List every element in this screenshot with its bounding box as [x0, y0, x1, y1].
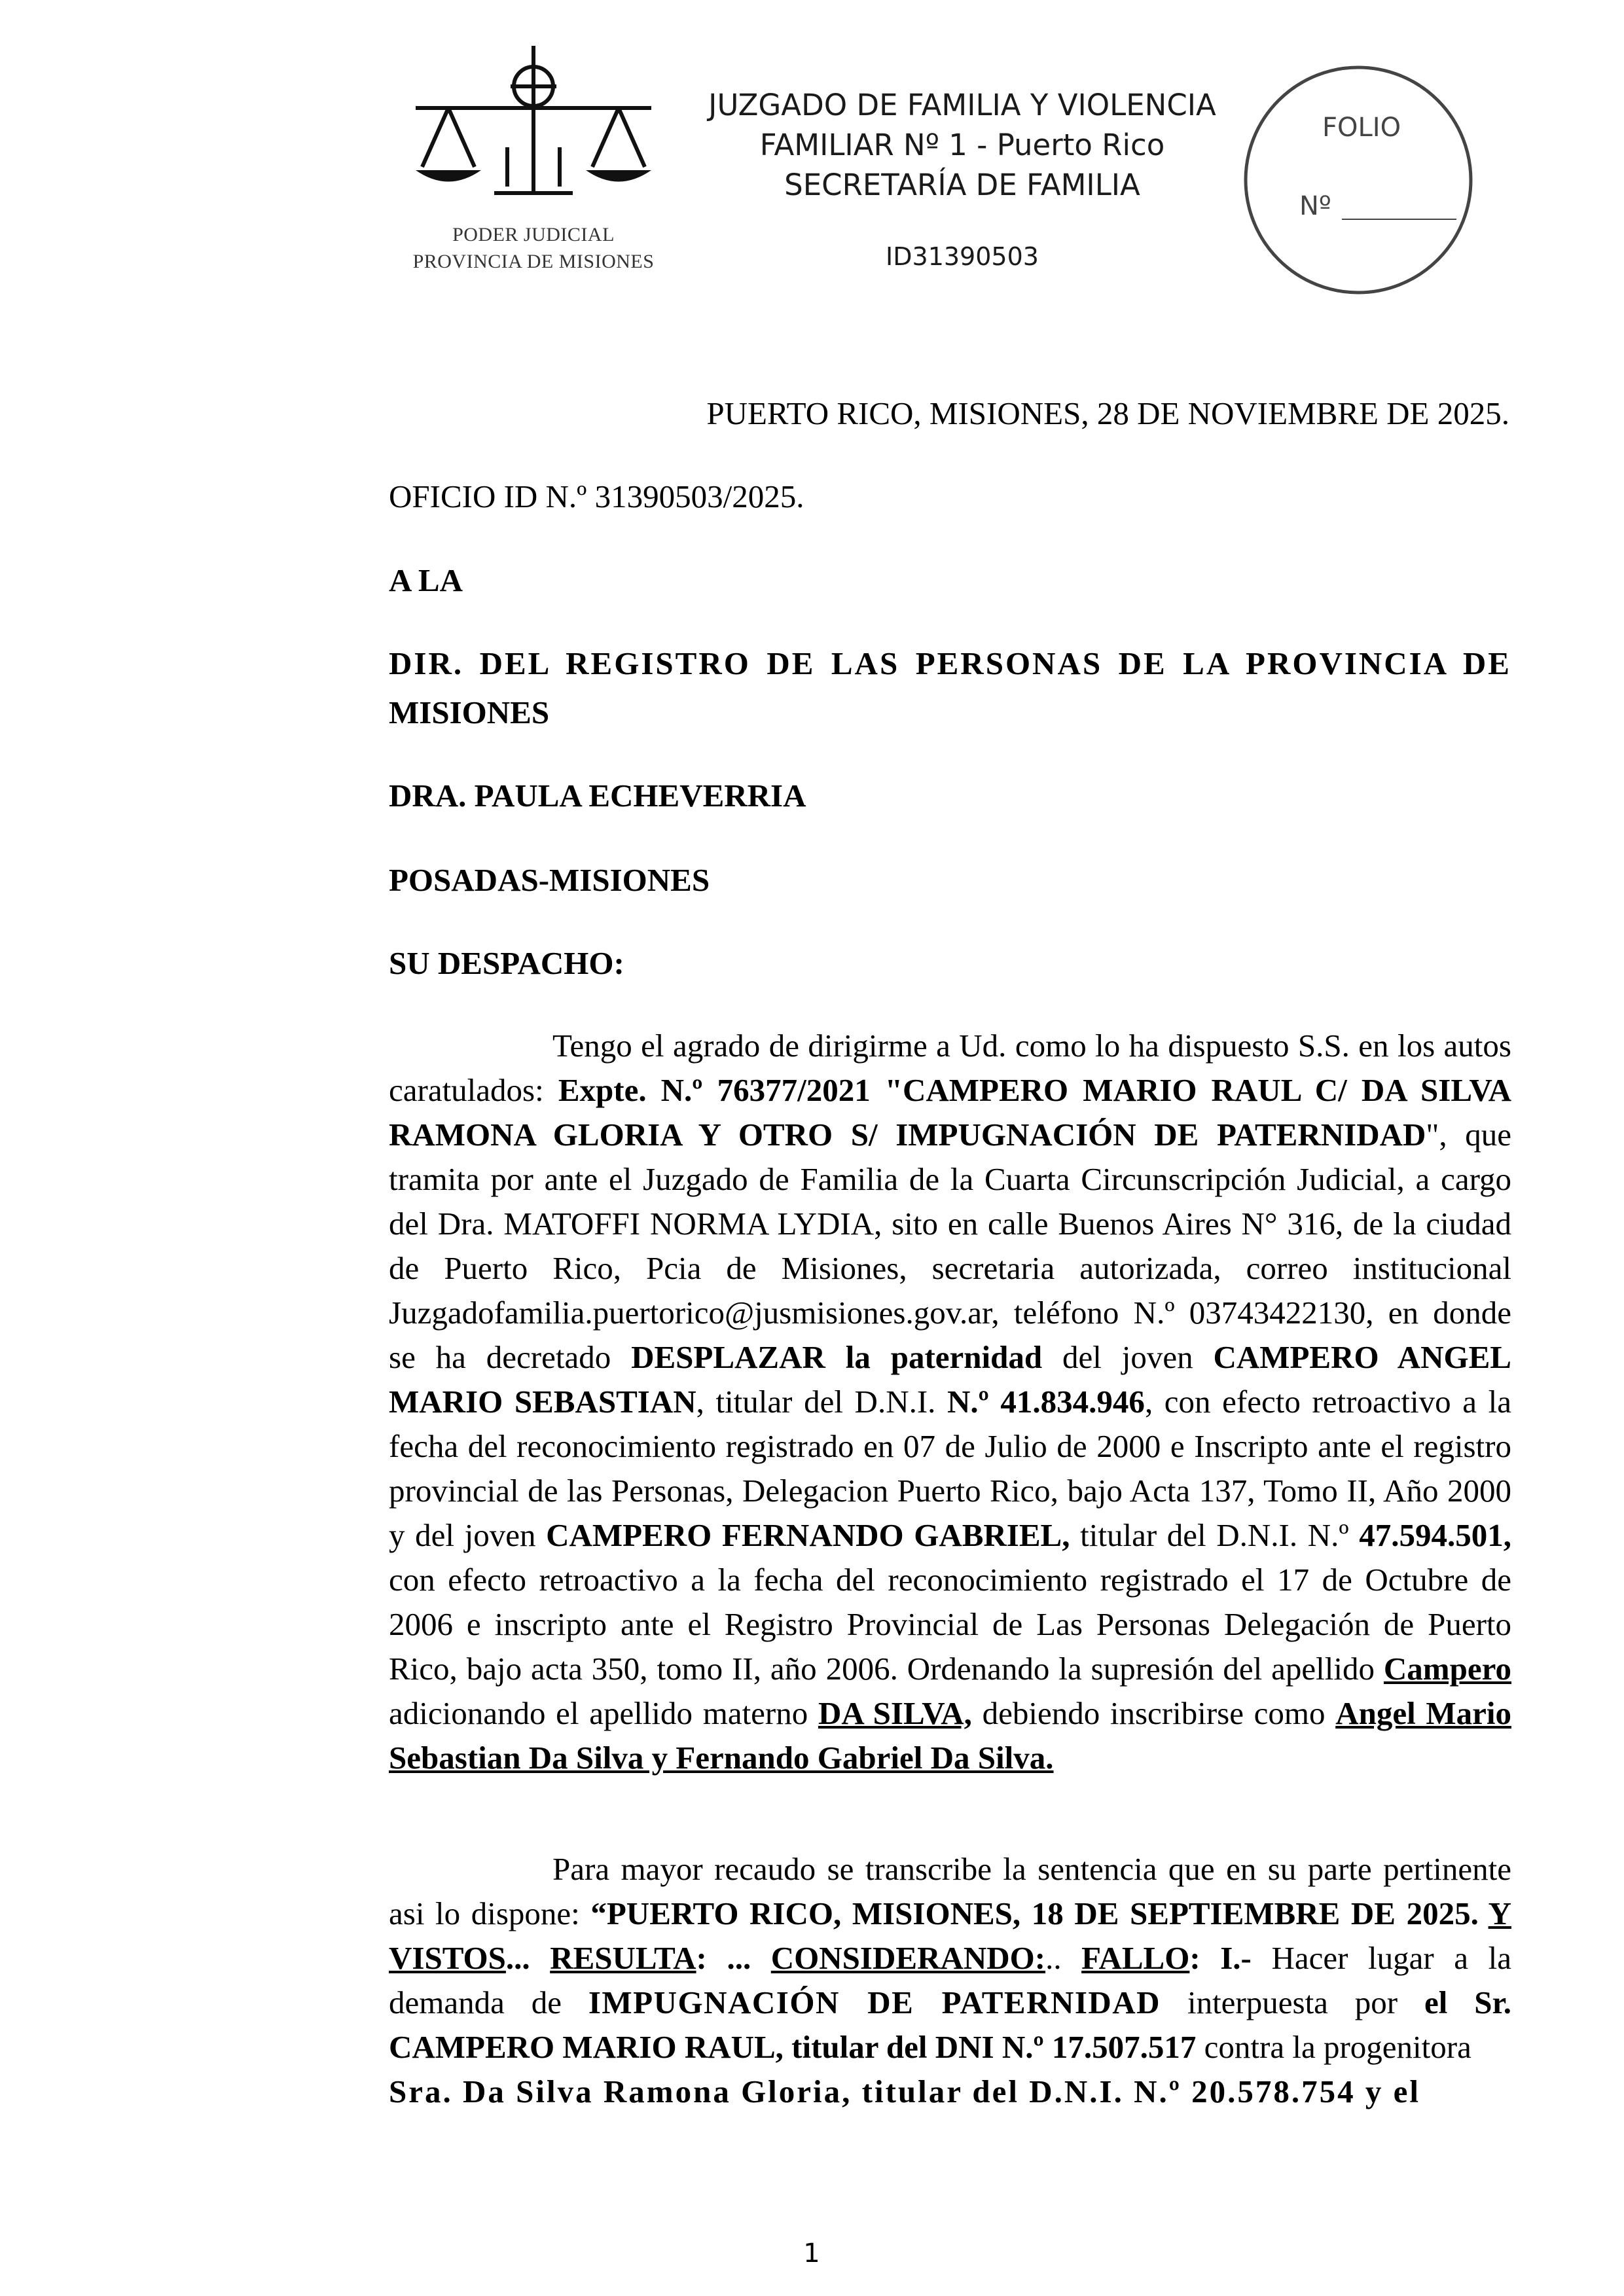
sentence-dots-3: ..: [1045, 1940, 1082, 1976]
p2-text-b: interpuesta por: [1161, 1984, 1424, 2020]
p1-text-a: ", que tramita por ante el Juzgado de Familia de la Cuarta Circunscripción Judicial, a cargo del Dra. MATOFFI NORMA LYDIA, sito en calle Buenos Aires N° 316, de la ciudad de Puerto Rico, Pcia de Misiones, secretaria autorizada, correo institucional Juzgadofamilia.puertorico@jusmisiones.gov.ar, teléfono N.º 03743422130, en donde se ha decretado: [389, 1117, 1511, 1375]
oficio-number: OFICIO ID N.º 31390503/2025.: [389, 478, 804, 514]
body-paragraph-1: [389, 1024, 1511, 1780]
removed-surname: Campero: [1383, 1651, 1511, 1687]
addressee-to: A LA: [389, 562, 463, 598]
folio-number-label: Nº: [1299, 191, 1331, 221]
p1-text-c: , titular del D.N.I.: [696, 1384, 948, 1420]
child-name-1: CAMPERO ANGEL MARIO SEBASTIAN: [389, 1339, 1511, 1420]
sentence-dots-2: : ...: [696, 1940, 771, 1976]
addressee-city: POSADAS-MISIONES: [389, 862, 710, 898]
child-dni-2: 47.594.501,: [1359, 1517, 1511, 1553]
sentence-dots-1: ...: [505, 1940, 550, 1976]
sentence-considerando: CONSIDERANDO:: [770, 1940, 1046, 1976]
child-dni-1: N.º 41.834.946: [947, 1384, 1145, 1420]
child-name-2: CAMPERO FERNANDO GABRIEL,: [546, 1517, 1070, 1553]
p1-text-b: del joven: [1042, 1339, 1214, 1375]
p1-text-g: adicionando el apellido materno: [389, 1695, 818, 1731]
body-paragraph-2: [389, 1847, 1511, 2114]
case-title: Expte. N.º 76377/2021 "CAMPERO MARIO RAUL C/ DA SILVA RAMONA GLORIA Y OTRO S/ IMPUGNACIÓN DE PATERNIDAD: [389, 1072, 1511, 1153]
folio-label: FOLIO: [1322, 113, 1401, 143]
sentence-y-vistos: Y VISTOS: [389, 1895, 1511, 1976]
addressee-name: DRA. PAULA ECHEVERRIA: [389, 778, 806, 814]
p2-text-a: Hacer lugar a la demanda de: [389, 1940, 1511, 2020]
sentence-fallo: FALLO: [1081, 1940, 1190, 1976]
addressee-directorate-line2: MISIONES: [389, 694, 550, 730]
maternal-surname: DA SILVA,: [818, 1695, 972, 1731]
sentence-date: “PUERTO RICO, MISIONES, 18 DE SEPTIEMBRE DE 2025.: [590, 1895, 1489, 1931]
date-line: PUERTO RICO, MISIONES, 28 DE NOVIEMBRE DE 2025.: [706, 395, 1509, 431]
p2-text-c: contra la progenitora: [1196, 2029, 1471, 2065]
addressee-despacho: SU DESPACHO:: [389, 945, 624, 981]
sentence-impugnacion: IMPUGNACIÓN DE PATERNIDAD: [588, 1984, 1161, 2020]
p1-text-f: con efecto retroactivo a la fecha del reconocimiento registrado el 17 de Octubre de 2006 e inscripto ante el Registro Provincial de Las Personas Delegación de Puerto Rico, bajo acta 350, tomo II, año 2006. Ordenando la supresión del apellido: [389, 1562, 1511, 1687]
document-id: ID31390503: [886, 242, 1039, 271]
new-names: Angel Mario Sebastian Da Silva y Fernando Gabriel Da Silva.: [389, 1695, 1511, 1776]
defendant: Sra. Da Silva Ramona Gloria, titular del D.N.I. N.º 20.578.754 y el: [389, 2073, 1421, 2109]
court-secretariat: SECRETARÍA DE FAMILIA: [784, 168, 1140, 202]
sentence-item-i: : I.-: [1189, 1940, 1272, 1976]
seal-text-line2: PROVINCIA DE MISIONES: [412, 251, 655, 272]
plaintiff: el Sr. CAMPERO MARIO RAUL, titular del DNI N.º 17.507.517: [389, 1984, 1511, 2065]
p1-text-e: titular del D.N.I. N.º: [1070, 1517, 1360, 1553]
page-number: 1: [803, 2238, 820, 2269]
addressee-directorate-line1: DIR. DEL REGISTRO DE LAS PERSONAS DE LA PROVINCIA DE: [389, 645, 1511, 681]
court-name-line2: FAMILIAR Nº 1 - Puerto Rico: [759, 128, 1165, 162]
decree-displace: DESPLAZAR la paternidad: [631, 1339, 1043, 1375]
seal-text-line1: PODER JUDICIAL: [452, 224, 615, 245]
sentence-resulta: RESULTA: [550, 1940, 696, 1976]
p1-intro: Tengo el agrado de dirigirme a Ud. como lo ha dispuesto S.S. en los autos caratulados:: [389, 1028, 1511, 1108]
folio-stamp-icon: [1240, 62, 1476, 298]
p1-text-d: , con efecto retroactivo a la fecha del reconocimiento registrado en 07 de Julio de 2000 e Inscripto ante el registro provincial de las Personas, Delegacion Puerto Rico, bajo Acta 137, Tomo II, Año 2000 y del joven: [389, 1384, 1511, 1553]
court-name-line1: JUZGADO DE FAMILIA Y VIOLENCIA: [708, 88, 1216, 122]
p2-intro: Para mayor recaudo se transcribe la sentencia que en su parte pertinente asi lo dispone:: [389, 1851, 1511, 1931]
p1-text-h: debiendo inscribirse como: [971, 1695, 1336, 1731]
folio-number-blank: [1342, 219, 1456, 220]
